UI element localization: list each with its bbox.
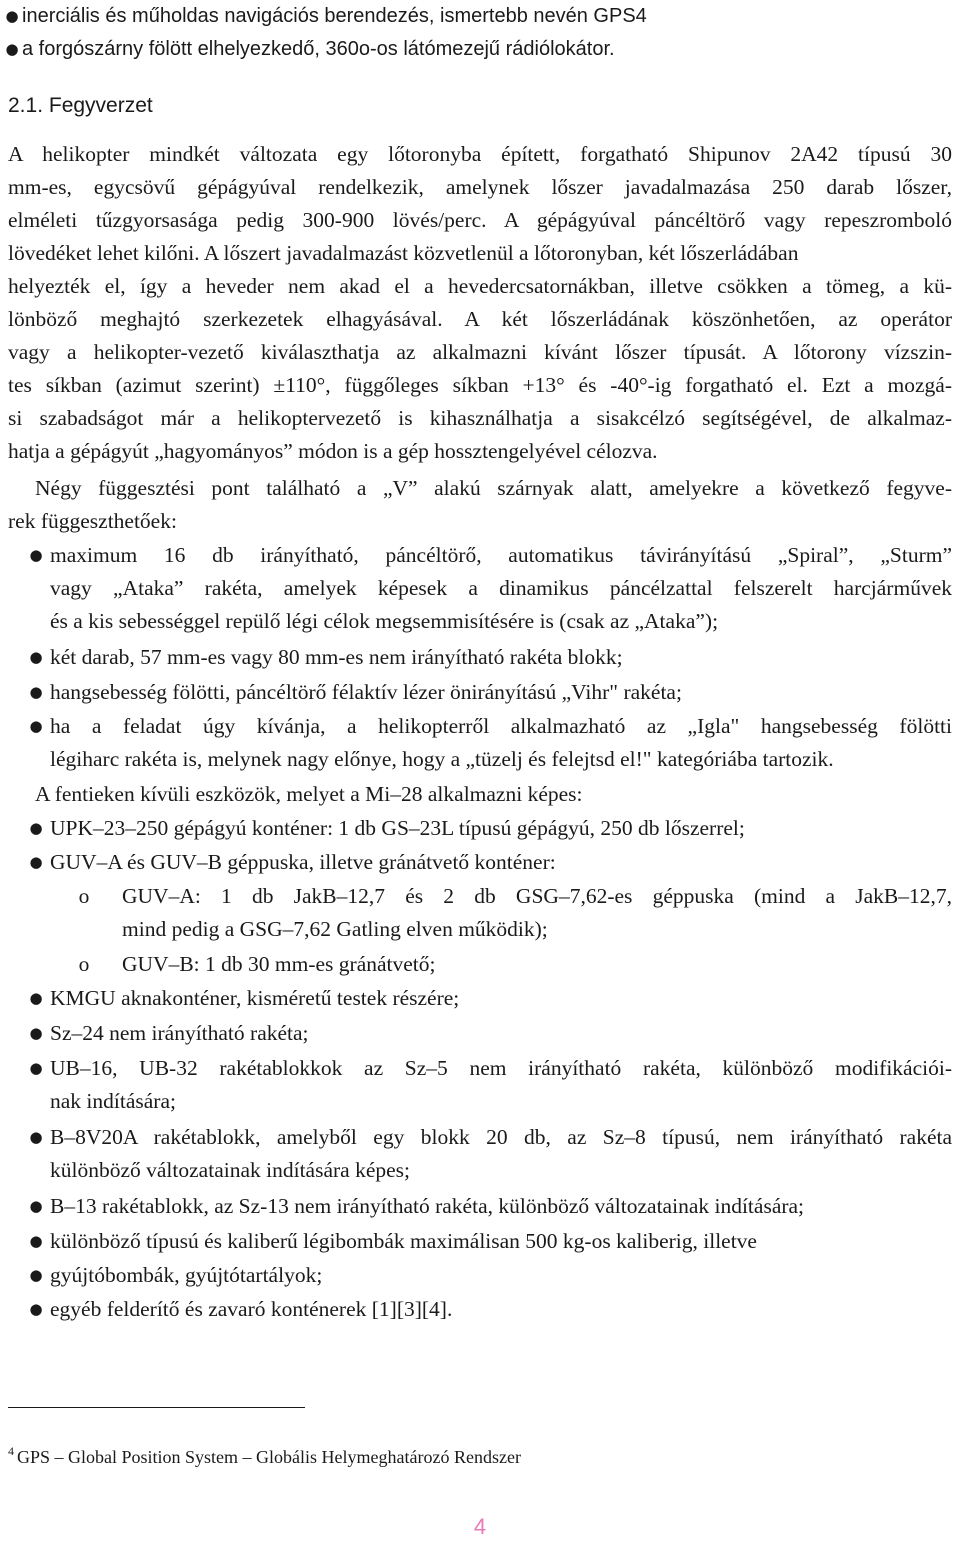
footnote-text: GPS – Global Position System – Globális Helymeghatározó Rendszer: [17, 1447, 521, 1467]
circle-marker-icon: o: [78, 952, 90, 976]
list-item: ● Sz–24 nem irányítható rakéta;: [50, 1017, 952, 1050]
bullet-icon: ●: [29, 1197, 43, 1215]
list-item: ● B–8V20A rakétablokk, amelyből egy blokk 20 db, az Sz–8 típusú, nem irányítható rakéta különböző változatainak indítására képes;: [50, 1121, 952, 1187]
paragraph-fegyverzet: A helikopter mindkét változata egy lőtoronyba épített, forgatható Shipunov 2A42 típusú 30 mm-es, egycsövű gépágyúval rendelkezik, amelynek lőszer javadalmazása 250 darab lőszer, elméleti tűzgyorsasága pedig 300-900 lövés/perc. A gépágyúval páncéltörő vagy repeszromboló lövedéket lehet kilőni. A lőszert javadalmazást közvetlenül a lőtoronyban, két lőszerládában helyezték el, így a heveder nem akad el a hevedercsatornákban, illetve csökken a tömeg, a kü- lönböző meghajtó szerkezetek elhagyásával. A két lőszerládának köszönhetően, az operátor vagy a helikopter-vezető kiválaszthatja az alkalmazni kívánt lőszer típusát. A lőtorony vízszin- tes síkban (azimut szerint) ±110°, függőleges síkban +13° és -40°-ig forgatható el. Ezt a mozgá- si szabadságot már a helikoptervezető is kihasználhatja a sisakcélzó segítségével, de alkalmaz- hatja a gépágyút „hagyományos” módon is a gép hossztengelyével célozva.: [8, 142, 952, 463]
list-item: ● inerciális és műholdas navigációs berendezés, ismertebb nevén GPS4: [22, 0, 952, 33]
list-item: ● két darab, 57 mm-es vagy 80 mm-es nem irányítható rakéta blokk;: [50, 641, 952, 674]
footnote-separator: [8, 1407, 305, 1408]
paragraph-fuggesztesi-pontok: Négy függesztési pont található a „V” alakú szárnyak alatt, amelyekre a következő fegyve- rek függeszthetőek:: [8, 476, 952, 533]
list-item: ● ha a feladat úgy kívánja, a helikopterről alkalmazható az „Igla" hangsebesség fölötti légiharc rakéta is, melynek nagy előnye, hogy a „tüzelj és felejtsd el!" kategóriába tartozik.: [50, 710, 952, 776]
bullet-icon: ●: [29, 853, 43, 871]
bullet-icon: ●: [29, 819, 43, 837]
bullet-icon: ●: [29, 648, 43, 666]
list-item: ● UB–16, UB-32 rakétablokkok az Sz–5 nem irányítható rakéta, különböző modifikációi- nak indítására;: [50, 1052, 952, 1118]
bullet-icon: ●: [5, 7, 19, 25]
list-item: ● KMGU aknakonténer, kisméretű testek részére;: [50, 982, 952, 1015]
circle-marker-icon: o: [78, 884, 90, 908]
list-item: ● hangsebesség fölötti, páncéltörő félaktív lézer önirányítású „Vihr" rakéta;: [50, 676, 952, 709]
footnote-number: 4: [8, 1444, 14, 1458]
bullet-icon: ●: [29, 989, 43, 1007]
list-item: ● egyéb felderítő és zavaró konténerek [1][3][4].: [50, 1293, 952, 1326]
bullet-icon: ●: [29, 1266, 43, 1284]
sub-list-item: o GUV–B: 1 db 30 mm-es gránátvető;: [122, 948, 952, 981]
bullet-icon: ●: [29, 1024, 43, 1042]
bullet-icon: ●: [29, 1128, 43, 1146]
bullet-icon: ●: [5, 40, 19, 58]
list-item: ● GUV–A és GUV–B géppuska, illetve gránátvető konténer:: [50, 846, 952, 879]
list-item: ● a forgószárny fölött elhelyezkedő, 360o-os látómezejű rádiólokátor.: [22, 33, 952, 66]
sub-list-item: o GUV–A: 1 db JakB–12,7 és 2 db GSG–7,62-es géppuska (mind a JakB–12,7, mind pedig a GSG–7,62 Gatling elven működik);: [122, 880, 952, 946]
bullet-icon: ●: [29, 1232, 43, 1250]
footnote: [8, 1439, 521, 1469]
list-item: ● maximum 16 db irányítható, páncéltörő, automatikus távirányítású „Spiral”, „Sturm” vagy „Ataka” rakéta, amelyek képesek a dinamikus páncélzattal felszerelt harcjárművek és a kis sebességgel repülő légi célok megsemmisítésére is (csak az „Ataka”);: [50, 539, 952, 638]
list-item: ● különböző típusú és kaliberű légibombák maximálisan 500 kg-os kaliberig, illetve: [50, 1225, 952, 1258]
bullet-icon: ●: [29, 683, 43, 701]
list-item: ● B–13 rakétablokk, az Sz-13 nem irányítható rakéta, különböző változatainak indítására;: [50, 1190, 952, 1223]
list-item: ● UPK–23–250 gépágyú konténer: 1 db GS–23L típusú gépágyú, 250 db lőszerrel;: [50, 812, 952, 845]
bullet-icon: ●: [29, 1300, 43, 1318]
page-number: 4: [473, 1514, 487, 1539]
list-item: ● gyújtóbombák, gyújtótartályok;: [50, 1259, 952, 1292]
section-heading: 2.1. Fegyverzet: [8, 94, 153, 117]
bullet-icon: ●: [29, 717, 43, 735]
bullet-icon: ●: [29, 1059, 43, 1077]
bullet-icon: ●: [29, 546, 43, 564]
paragraph-egyeb-eszkozok: A fentieken kívüli eszközök, melyet a Mi–28 alkalmazni képes:: [35, 782, 583, 806]
